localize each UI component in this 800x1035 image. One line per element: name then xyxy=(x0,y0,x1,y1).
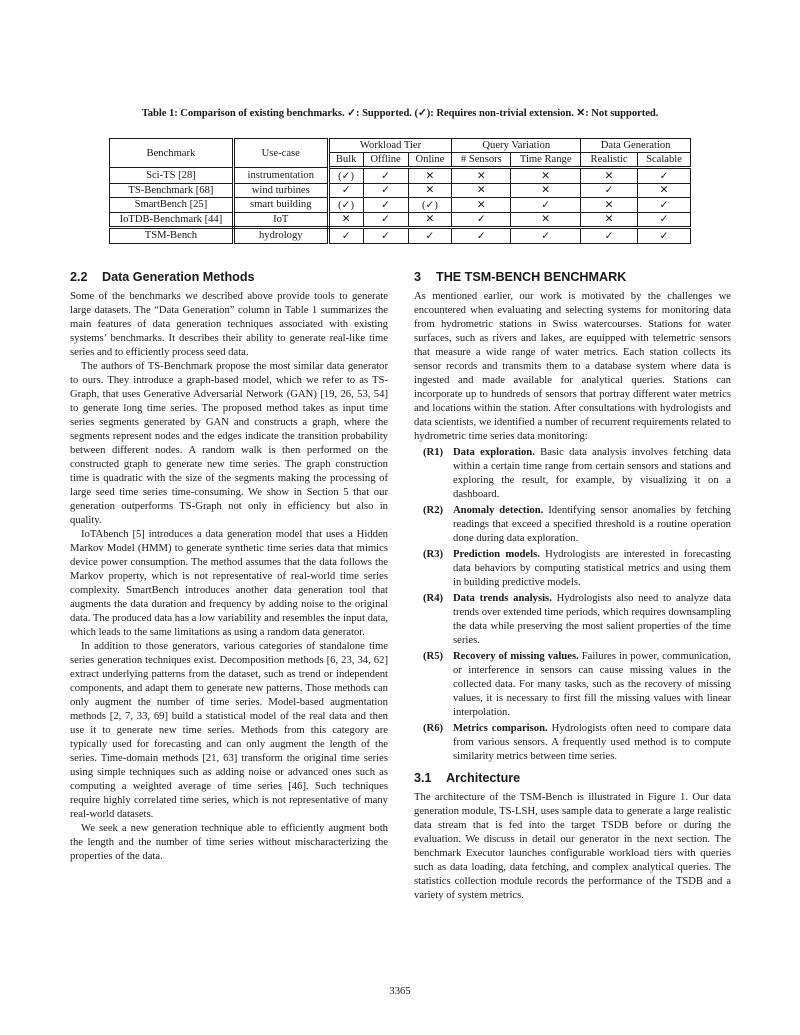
requirement-item xyxy=(414,446,731,502)
table-row xyxy=(110,168,691,184)
cell-scalable: ✓ xyxy=(638,212,691,228)
paragraph: We seek a new generation technique able to efficiently augment both the length and the number of time series without mischaracterizing the properties of the data. xyxy=(70,823,388,862)
table-caption: Table 1: Comparison of existing benchmarks. ✓: Supported. (✓): Requires non-trivial extension. ✕: Not supported. xyxy=(141,108,659,119)
row-use-case: instrumentation xyxy=(233,168,328,184)
cell-realistic: ✕ xyxy=(581,198,638,213)
requirement-title: Anomaly detection. xyxy=(453,505,544,516)
section-heading-architecture xyxy=(414,771,731,786)
subheader-sensors: # Sensors xyxy=(452,153,511,168)
section-number: 2.2 xyxy=(70,270,88,284)
header-benchmark: Benchmark xyxy=(110,139,234,168)
table-header-row-1 xyxy=(110,139,691,153)
cell-realistic: ✕ xyxy=(581,168,638,184)
requirement-text: Basic data analysis involves fetching data within a certain time range from certain sensors and stations and exploring the result, for example, by visualizing it on a dashboard. xyxy=(453,447,731,500)
section-title: Data Generation Methods xyxy=(102,270,255,284)
row-use-case: smart building xyxy=(233,198,328,213)
paragraph: The authors of TS-Benchmark propose the most similar data generator to ours. They introduce a graph-based model, which we refer to as TS-Graph, that uses Generative Adversarial Network (GAN) [19, 26, 53, 54] to generate long time series. The proposed method takes as input time series segments generated by GAN and constructs a graph, where the segments represent nodes and the edges indicate the transition probability between different nodes. A random walk is then performed on the constructed graph to generate new time series. The graph construction time is quadratic with the size of the segments making the processing of large seed time series time-consuming. We show in Section 5 that our generation outperforms TS-Graph not only in efficiency but also in quality. xyxy=(70,361,388,526)
cell-online: ✕ xyxy=(408,183,452,198)
cell-sensors: ✕ xyxy=(452,168,511,184)
section-number: 3 xyxy=(414,270,422,284)
paragraph: Some of the benchmarks we described above provide tools to generate large datasets. The “Data Generation” column in Table 1 summarizes the main features of data generation techniques associated with existing systems’ benchmarks. It describes their ability to generate real-like time series and to efficiently process seed data. xyxy=(70,291,388,358)
row-benchmark-name: IoTDB-Benchmark [44] xyxy=(110,212,234,228)
requirement-item xyxy=(414,548,731,590)
subheader-bulk: Bulk xyxy=(328,153,363,168)
row-use-case: hydrology xyxy=(233,228,328,244)
section-number: 3.1 xyxy=(414,771,432,785)
subheader-time-range: Time Range xyxy=(511,153,581,168)
cell-online: ✕ xyxy=(408,212,452,228)
table-row xyxy=(110,183,691,198)
cell-bulk: ✓ xyxy=(328,228,363,244)
requirement-id: (R5) xyxy=(423,651,444,662)
paragraph: In addition to those generators, various categories of standalone time series generation techniques exist. Decomposition methods [6, 23, 34, 62] extract underlying patterns from the dataset, such as trend or independent components, and adapt them to generate new patterns. Those methods can only augment the number of time series. Model-based augmentation methods [2, 7, 33, 69] build a statistical model of the real data and then use it to generate new time series. Methods from this category are typically used for forecasting and can only augment the length of the series. Time-domain methods [21, 63] transform the original time series using simple techniques such as adding noise or advanced ones such as computing a weighted average of time series [46]. Such techniques require highly correlated time series, which is not representative of many real-world datasets. xyxy=(70,641,388,820)
cell-offline: ✓ xyxy=(363,168,408,184)
requirement-text: Identifying sensor anomalies by fetching readings that exceed a specified threshold is a routine operation done during data exploration. xyxy=(453,505,731,544)
cell-scalable: ✓ xyxy=(638,228,691,244)
cell-time-range: ✓ xyxy=(511,198,581,213)
section-heading-tsm-bench xyxy=(414,270,731,285)
cell-offline: ✓ xyxy=(363,228,408,244)
requirement-item xyxy=(414,650,731,720)
cell-time-range: ✕ xyxy=(511,183,581,198)
paragraph: IoTAbench [5] introduces a data generation model that uses a Hidden Markov Model (HMM) to generate synthetic time series data that mimics device power consumption. The method assumes that the data follows the Markov property, which is not representative of real-world time series complexity. SmartBench introduces another data generation tool that augments the data duration and frequency by adding noise to the original data. The produced data has a low variability and resembles the input data, which leads to the same limitations as using a random data generator. xyxy=(70,529,388,638)
row-benchmark-name: Sci-TS [28] xyxy=(110,168,234,184)
requirement-item xyxy=(414,504,731,546)
section-title: Architecture xyxy=(446,771,521,785)
requirement-text: Hydrologists often need to compare data from various sensors. A frequently used method is to compute similarity metrics between time series. xyxy=(453,723,731,762)
cell-online: ✕ xyxy=(408,168,452,184)
requirement-title: Prediction models. xyxy=(453,549,540,560)
row-benchmark-name: SmartBench [25] xyxy=(110,198,234,213)
requirement-item xyxy=(414,722,731,764)
cell-online: (✓) xyxy=(408,198,452,213)
requirement-id: (R2) xyxy=(423,505,444,516)
cell-time-range: ✕ xyxy=(511,168,581,184)
subheader-online: Online xyxy=(408,153,452,168)
header-query-variation: Query Variation xyxy=(452,139,581,153)
requirement-text: Hydrologists also need to analyze data trends over extended time periods, which requires downsampling the data while preserving the most salient properties of the time series. xyxy=(453,593,731,646)
requirement-title: Metrics comparison. xyxy=(453,723,548,734)
cell-realistic: ✕ xyxy=(581,212,638,228)
benchmark-comparison-table xyxy=(109,138,691,244)
requirement-title: Data trends analysis. xyxy=(453,593,552,604)
subheader-scalable: Scalable xyxy=(638,153,691,168)
requirement-item xyxy=(414,592,731,648)
cell-bulk: (✓) xyxy=(328,198,363,213)
cell-time-range: ✓ xyxy=(511,228,581,244)
cell-online: ✓ xyxy=(408,228,452,244)
subheader-offline: Offline xyxy=(363,153,408,168)
cell-scalable: ✓ xyxy=(638,198,691,213)
header-use-case: Use-case xyxy=(233,139,328,168)
header-data-generation: Data Generation xyxy=(581,139,691,153)
cell-bulk: ✕ xyxy=(328,212,363,228)
requirement-text: Failures in power, communication, or interference in sensors can cause missing values in the collected data. For many tasks, such as the recovery of missing values, it is necessary to first fill the missing values with linear interpolation. xyxy=(453,651,731,718)
cell-sensors: ✓ xyxy=(452,228,511,244)
header-workload-tier: Workload Tier xyxy=(328,139,452,153)
requirement-title: Data exploration. xyxy=(453,447,535,458)
table-row xyxy=(110,212,691,228)
left-column xyxy=(70,270,388,864)
requirement-id: (R6) xyxy=(423,723,444,734)
cell-sensors: ✓ xyxy=(452,212,511,228)
table-row xyxy=(110,198,691,213)
cell-realistic: ✓ xyxy=(581,228,638,244)
cell-sensors: ✕ xyxy=(452,183,511,198)
cell-bulk: (✓) xyxy=(328,168,363,184)
cell-offline: ✓ xyxy=(363,198,408,213)
paragraph: As mentioned earlier, our work is motivated by the challenges we encountered when evaluating and selecting systems for monitoring data from hydrometric stations in Swiss watercourses. Stations for water surfaces, such as rivers and lakes, are equipped with telemetric sensors that measure a wide range of water metrics. Each station collects its sensor records and transmits them to a database system where data is ingested and made available for analytical queries. Stations can incorporate up to hundreds of sensors that portray different water metrics and locations within the station. After consultations with hydrologists and data scientists, we identified a number of recurrent requirements related to hydrometric time series data monitoring: xyxy=(414,291,731,442)
cell-bulk: ✓ xyxy=(328,183,363,198)
cell-scalable: ✓ xyxy=(638,168,691,184)
cell-sensors: ✕ xyxy=(452,198,511,213)
row-use-case: wind turbines xyxy=(233,183,328,198)
requirement-id: (R4) xyxy=(423,593,444,604)
requirement-id: (R3) xyxy=(423,549,444,560)
subheader-realistic: Realistic xyxy=(581,153,638,168)
paragraph: The architecture of the TSM-Bench is illustrated in Figure 1. Our data generation module, TS-LSH, uses sample data to generate a large realistic data stream that is fed into the target TSDB before or during the evaluation. We discuss in detail our generator in the next section. The benchmark Executor launches configurable workload tiers with queries such as data loading, data fetching, and complex analytical queries. The statistics collection module records the performance of the TSDB and a variety of system metrics. xyxy=(414,792,731,901)
cell-offline: ✓ xyxy=(363,212,408,228)
row-benchmark-name: TSM-Bench xyxy=(110,228,234,244)
requirement-text: Hydrologists are interested in forecasting data behaviors by computing statistical metrics and using them in building predictive models. xyxy=(453,549,731,588)
section-title: THE TSM-BENCH BENCHMARK xyxy=(436,270,627,284)
row-use-case: IoT xyxy=(233,212,328,228)
section-heading-data-generation xyxy=(70,270,388,285)
table-row xyxy=(110,228,691,244)
page-number: 3365 xyxy=(389,986,411,997)
cell-scalable: ✕ xyxy=(638,183,691,198)
requirement-title: Recovery of missing values. xyxy=(453,651,579,662)
right-column xyxy=(414,270,731,903)
row-benchmark-name: TS-Benchmark [68] xyxy=(110,183,234,198)
cell-realistic: ✓ xyxy=(581,183,638,198)
cell-time-range: ✕ xyxy=(511,212,581,228)
requirement-id: (R1) xyxy=(423,447,444,458)
cell-offline: ✓ xyxy=(363,183,408,198)
